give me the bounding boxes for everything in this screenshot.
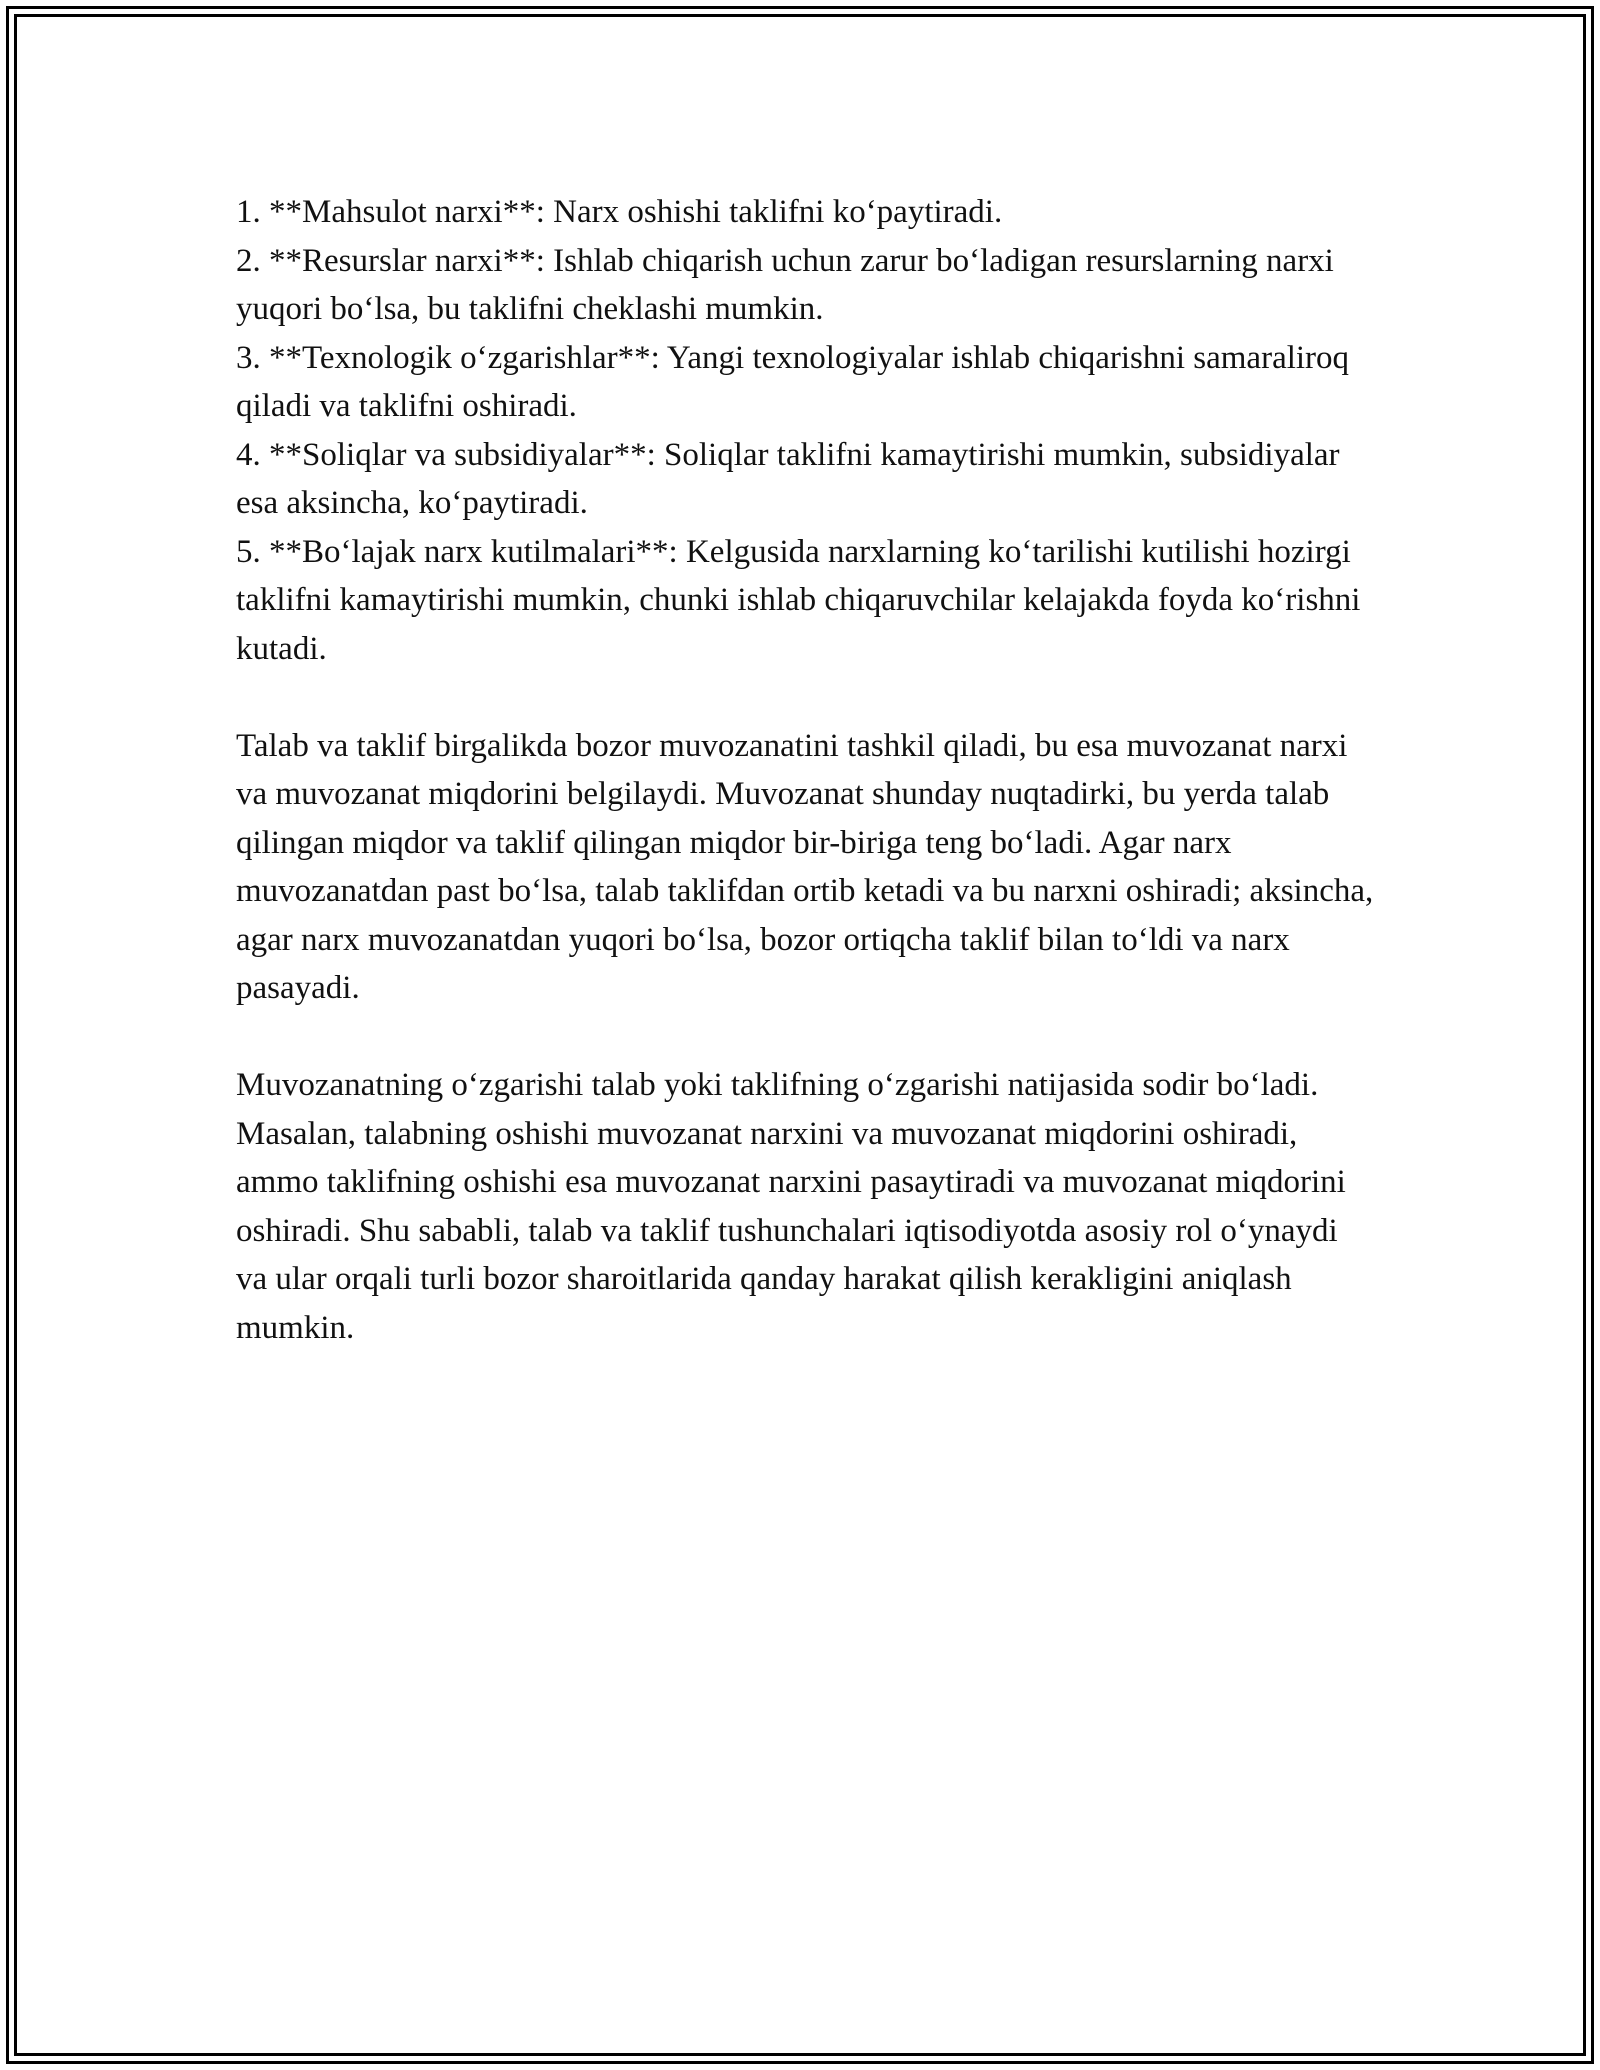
paragraph-market-equilibrium: Talab va taklif birgalikda bozor muvozanatini tashkil qiladi, bu esa muvozanat narxi va muvozanat miqdorini belgilaydi. Muvozanat shunday nuqtadirki, bu yerda talab qilingan miqdor va taklif qilingan miqdor bir-biriga teng boʻladi. Agar narx muvozanatdan past boʻlsa, talab taklifdan ortib ketadi va bu narxni oshiradi; aksincha, agar narx muvozanatdan yuqori boʻlsa, bozor ortiqcha taklif bilan toʻldi va narx pasayadi.	[236, 727, 1374, 1006]
document-body	[236, 188, 1376, 1352]
list-item: 4. **Soliqlar va subsidiyalar**: Soliqlar taklifni kamaytirishi mumkin, subsidiyalar esa aksincha, koʻpaytiradi.	[236, 436, 1340, 521]
list-item: 3. **Texnologik oʻzgarishlar**: Yangi texnologiyalar ishlab chiqarishni samaraliroq qiladi va taklifni oshiradi.	[236, 339, 1350, 424]
list-item: 2. **Resurslar narxi**: Ishlab chiqarish uchun zarur boʻladigan resurslarning narxi yuqori boʻlsa, bu taklifni cheklashi mumkin.	[236, 242, 1334, 327]
list-item: 1. **Mahsulot narxi**: Narx oshishi taklifni koʻpaytiradi.	[236, 194, 1003, 230]
numbered-list	[236, 188, 1376, 673]
paragraph-equilibrium-change: Muvozanatning oʻzgarishi talab yoki taklifning oʻzgarishi natijasida sodir boʻladi. Masalan, talabning oshishi muvozanat narxini va muvozanat miqdorini oshiradi, ammo taklifning oshishi esa muvozanat narxini pasaytiradi va muvozanat miqdorini oshiradi. Shu sababli, talab va taklif tushunchalari iqtisodiyotda asosiy rol oʻynaydi va ular orqali turli bozor sharoitlarida qanday harakat qilish kerakligini aniqlash mumkin.	[236, 1067, 1346, 1346]
list-item: 5. **Boʻlajak narx kutilmalari**: Kelgusida narxlarning koʻtarilishi kutilishi hozirgi taklifni kamaytirishi mumkin, chunki ishlab chiqaruvchilar kelajakda foyda koʻrishni kutadi.	[236, 533, 1361, 667]
